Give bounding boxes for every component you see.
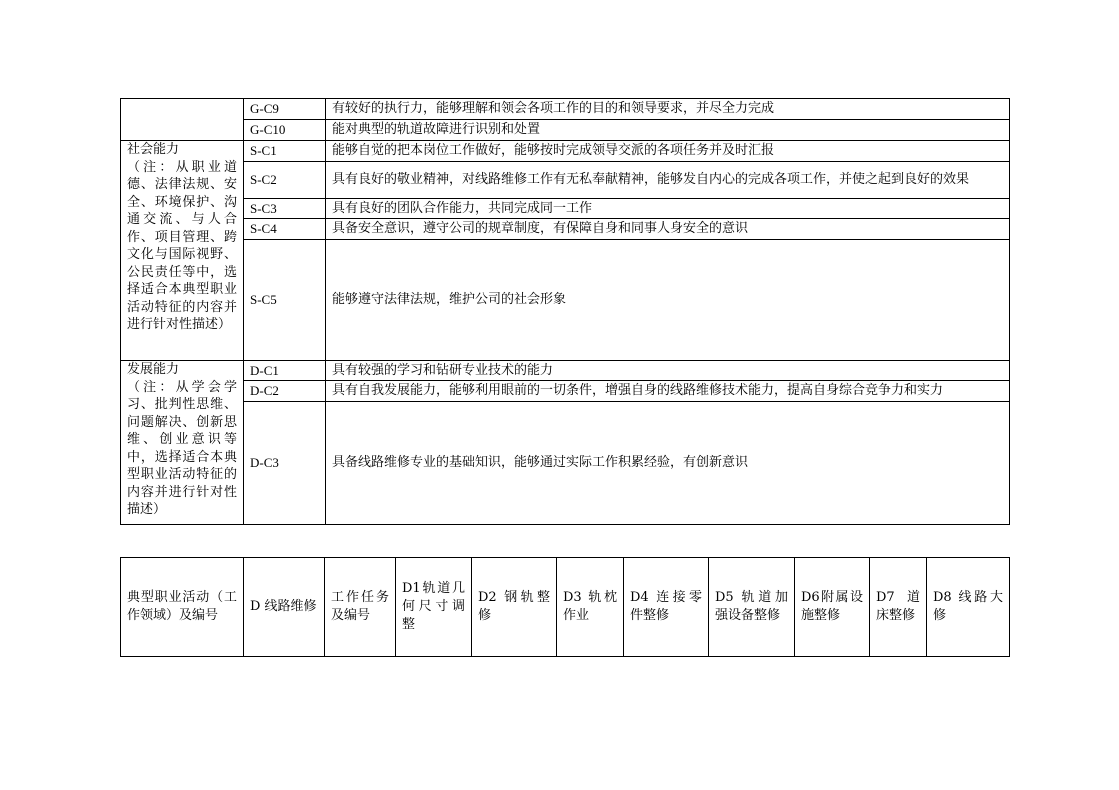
competency-code: S-C3: [244, 199, 326, 219]
competency-table: [120, 98, 1010, 525]
activity-name: D 线路维修: [244, 558, 325, 657]
task-cell: D2 钢轨整修: [472, 558, 557, 657]
competency-code: D-C2: [244, 381, 326, 402]
competency-description: 具有较强的学习和钻研专业技术的能力: [326, 361, 1010, 381]
task-cell: D7 道床整修: [870, 558, 927, 657]
table-row: [121, 402, 1010, 525]
competency-code: S-C4: [244, 219, 326, 240]
category-note: （注：从学会学习、批判性思维、问题解决、创新思维、创业意识等中，选择适合本典型职业活动特征的内容并进行针对性描述）: [127, 379, 237, 517]
table-row: [121, 199, 1010, 219]
table-row: [121, 162, 1010, 199]
competency-code: G-C9: [244, 99, 326, 120]
table-row: [121, 120, 1010, 141]
competency-description: 具有自我发展能力，能够利用眼前的一切条件，增强自身的线路维修技术能力，提高自身综合竞争力和实力: [326, 381, 1010, 402]
task-cell: D6附属设施整修: [795, 558, 870, 657]
competency-code: S-C1: [244, 141, 326, 162]
table-row: [121, 141, 1010, 162]
table-row: [121, 381, 1010, 402]
task-cell: D4 连接零件整修: [624, 558, 709, 657]
table-row: [121, 219, 1010, 240]
competency-description: 有较好的执行力，能够理解和领会各项工作的目的和领导要求，并尽全力完成: [326, 99, 1010, 120]
category-development: [121, 361, 244, 525]
competency-description: 具备安全意识，遵守公司的规章制度，有保障自身和同事人身安全的意识: [326, 219, 1010, 240]
task-cell: D5 轨道加强设备整修: [709, 558, 795, 657]
activity-table: [120, 557, 1010, 657]
competency-description: 具有良好的敬业精神，对线路维修工作有无私奉献精神，能够发自内心的完成各项工作，并使之起到良好的效果: [326, 162, 1010, 199]
task-cell: D3 轨枕作业: [557, 558, 624, 657]
table-row: [121, 558, 1010, 657]
category-social: [121, 141, 244, 361]
table-row: [121, 361, 1010, 381]
task-cell: D1轨道几何尺寸调整: [396, 558, 472, 657]
task-label: 工作任务及编号: [325, 558, 396, 657]
competency-description: 能对典型的轨道故障进行识别和处置: [326, 120, 1010, 141]
category-cell-empty: [121, 99, 244, 141]
competency-code: D-C1: [244, 361, 326, 381]
competency-code: D-C3: [244, 402, 326, 525]
competency-description: 具有良好的团队合作能力，共同完成同一工作: [326, 199, 1010, 219]
category-note: （注：从职业道德、法律法规、安全、环境保护、沟通交流、与人合作、项目管理、跨文化与国际视野、公民责任等中，选择适合本典型职业活动特征的内容并进行针对性描述）: [127, 159, 237, 332]
competency-code: G-C10: [244, 120, 326, 141]
competency-code: S-C5: [244, 240, 326, 361]
task-cell: D8 线路大修: [927, 558, 1010, 657]
category-title: 社会能力: [127, 142, 180, 157]
competency-description: 能够遵守法律法规，维护公司的社会形象: [326, 240, 1010, 361]
competency-description: 具备线路维修专业的基础知识，能够通过实际工作积累经验，有创新意识: [326, 402, 1010, 525]
table-row: [121, 240, 1010, 361]
activity-header-label: 典型职业活动（工作领域）及编号: [121, 558, 244, 657]
table-row: [121, 99, 1010, 120]
competency-code: S-C2: [244, 162, 326, 199]
competency-description: 能够自觉的把本岗位工作做好，能够按时完成领导交派的各项任务并及时汇报: [326, 141, 1010, 162]
category-title: 发展能力: [127, 362, 180, 377]
